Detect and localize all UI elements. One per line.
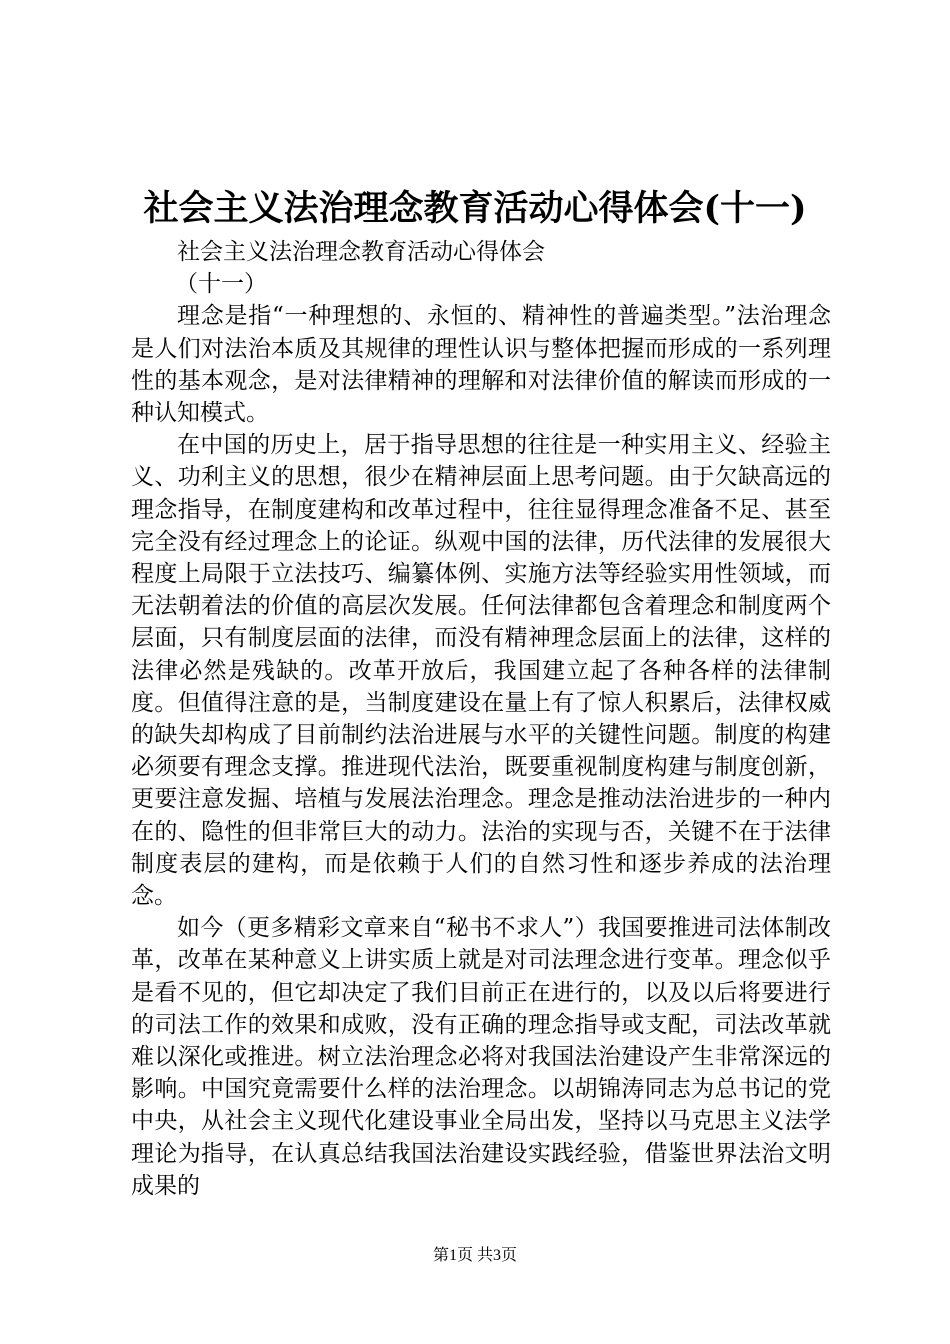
document-body (131, 236, 831, 1202)
page-footer: 第1页 共3页 (432, 1247, 517, 1264)
document-subtitle-number: （十一） (175, 271, 267, 298)
document-title: 社会主义法治理念教育活动心得体会(十一) (143, 188, 807, 229)
paragraph-2: 在中国的历史上，居于指导思想的往往是一种实用主义、经验主义、功利主义的思想，很少在精神层面上思考问题。由于欠缺高远的理念指导，在制度建构和改革过程中，往往显得理念准备不足、甚至完全没有经过理念上的论证。纵观中国的法律，历代法律的发展很大程度上局限于立法技巧、编纂体例、实施方法等经验实用性领域，而无法朝着法的价值的高层次发展。任何法律都包含着理念和制度两个层面，只有制度层面的法律，而没有精神理念层面上的法律，这样的法律必然是残缺的。改革开放后，我国建立起了各种各样的法律制度。但值得注意的是，当制度建设在量上有了惊人积累后，法律权威的缺失却构成了目前制约法治进展与水平的关键性问题。制度的构建必须要有理念支撑。推进现代法治，既要重视制度构建与制度创新，更要注意发掘、培植与发展法治理念。理念是推动法治进步的一种内在的、隐性的但非常巨大的动力。法治的实现与否，关键不在于法律制度表层的建构，而是依赖于人们的自然习性和逐步养成的法治理念。 (131, 432, 831, 910)
paragraph-1: 理念是指“一种理想的、永恒的、精神性的普遍类型。”法治理念是人们对法治本质及其规律的理性认识与整体把握而形成的一系列理性的基本观念，是对法律精神的理解和对法律价值的解读而形成的一种认知模式。 (131, 303, 831, 427)
document-subtitle: 社会主义法治理念教育活动心得体会 (177, 239, 545, 265)
paragraph-3: 如今（更多精彩文章来自“秘书不求人”）我国要推进司法体制改革，改革在某种意义上讲实质上就是对司法理念进行变革。理念似乎是看不见的，但它却决定了我们目前正在进行的，以及以后将要进行的司法工作的效果和成败，没有正确的理念指导或支配，司法改革就难以深化或推进。树立法治理念必将对我国法治建设产生非常深远的影响。中国究竟需要什么样的法治理念。以胡锦涛同志为总书记的党中央，从社会主义现代化建设事业全局出发，坚持以马克思主义法学理论为指导，在认真总结我国法治建设实践经验，借鉴世界法治文明成果的 (131, 915, 831, 1199)
